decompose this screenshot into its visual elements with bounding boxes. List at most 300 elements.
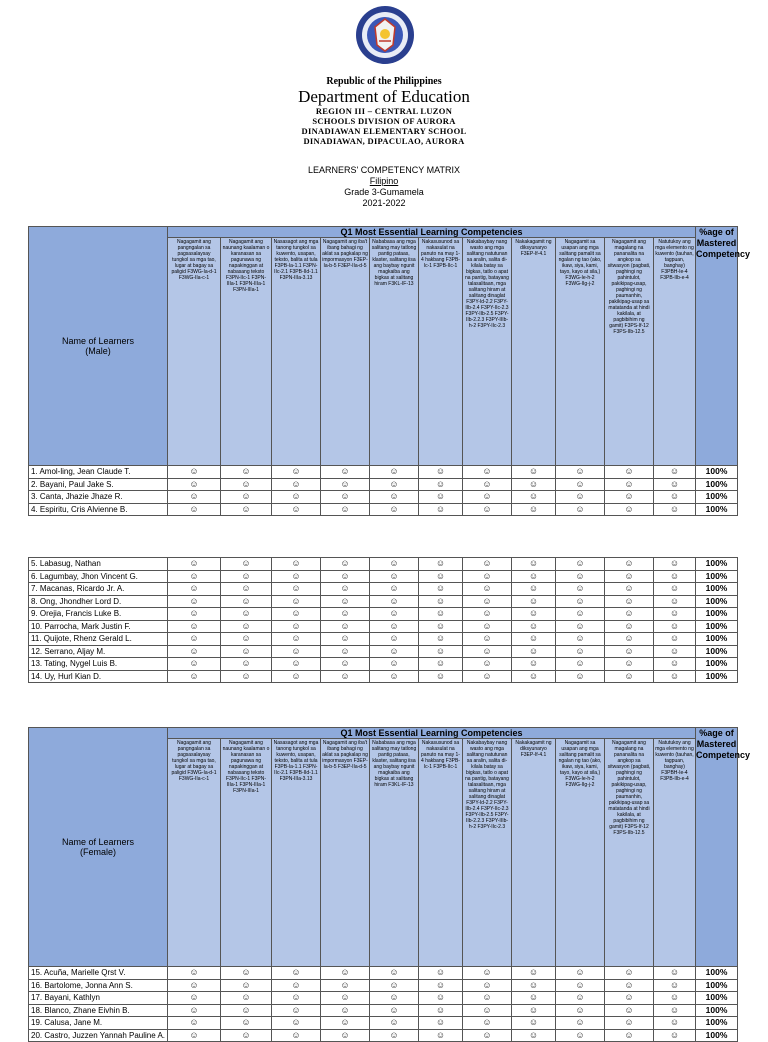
smiley-mark-icon: ☺ xyxy=(168,633,221,646)
competency-header-5: Nababasa ang mga salitang may tatlong pantig pataas, klaster, salitang iisa ang baybay ngunit magkaiba ang bigkas at salitang hiram F3KL-IF-13 xyxy=(370,739,419,967)
learner-row xyxy=(29,466,738,479)
subject-label: Filipino xyxy=(369,176,399,186)
mastered-percentage-header: %age of Mastered Competency xyxy=(696,227,738,466)
smiley-mark-icon: ☺ xyxy=(168,503,221,516)
smiley-mark-icon: ☺ xyxy=(463,670,512,683)
smiley-mark-icon: ☺ xyxy=(654,670,696,683)
smiley-mark-icon: ☺ xyxy=(272,570,321,583)
smiley-mark-icon: ☺ xyxy=(512,608,556,621)
mastery-percentage: 100% xyxy=(696,595,738,608)
smiley-mark-icon: ☺ xyxy=(512,979,556,992)
smiley-mark-icon: ☺ xyxy=(221,466,272,479)
smiley-mark-icon: ☺ xyxy=(419,503,463,516)
smiley-mark-icon: ☺ xyxy=(168,1004,221,1017)
smiley-mark-icon: ☺ xyxy=(168,1029,221,1042)
smiley-mark-icon: ☺ xyxy=(556,633,605,646)
smiley-mark-icon: ☺ xyxy=(419,1017,463,1030)
learner-row xyxy=(29,979,738,992)
republic-label: Republic of the Philippines xyxy=(326,76,442,87)
smiley-mark-icon: ☺ xyxy=(463,992,512,1005)
smiley-mark-icon: ☺ xyxy=(221,583,272,596)
smiley-mark-icon: ☺ xyxy=(654,979,696,992)
competency-header-10: Nagagamit ang magalang na pananalita na angkop sa sitwasyon (pagbati, paghingi ng pahintulot, pakikipag-usap, paghingi ng paumanhin, pakikipag-usap sa matatanda at hindi kakilala, at pagbibihim ng gamit) F3PS-If-12 F3PS-IIb-12.5 xyxy=(605,238,654,466)
mastery-percentage: 100% xyxy=(696,1029,738,1042)
competencies-band-header: Q1 Most Essential Learning Competencies xyxy=(168,728,696,739)
competency-header-8: Nakakagamit ng diksyunaryo F3EP-If-4.1 xyxy=(512,238,556,466)
smiley-mark-icon: ☺ xyxy=(512,466,556,479)
smiley-mark-icon: ☺ xyxy=(221,645,272,658)
smiley-mark-icon: ☺ xyxy=(321,503,370,516)
smiley-mark-icon: ☺ xyxy=(168,1017,221,1030)
smiley-mark-icon: ☺ xyxy=(272,979,321,992)
learner-name: 8. Ong, Jhondher Lord D. xyxy=(29,595,168,608)
smiley-mark-icon: ☺ xyxy=(419,620,463,633)
learner-name: 4. Espiritu, Cris Alvienne B. xyxy=(29,503,168,516)
learner-name: 11. Quijote, Rhenz Gerald L. xyxy=(29,633,168,646)
competency-header-3: Nasasagot ang mga tanong tungkol sa kuwento, usapan, teksto, balita at tula F3PB-Ia-1.1 F3PN-IIc-2.1 F3PB-IId-1.1 F3PN-IIIa-3.13 xyxy=(272,739,321,967)
smiley-mark-icon: ☺ xyxy=(654,466,696,479)
smiley-mark-icon: ☺ xyxy=(463,1029,512,1042)
competency-header-7: Nakabaybay nang wasto ang mga salitang natutunan sa aralin, salita di-kilala batay sa bigkas, tatlo o apat na pantig, batayang talasalitaan, mga salitang hiram at salitang dinaglat F3PY-Id-2.2 F3PY-IIb-2.4 F3PY-IIc-2.3 F3PY-IIb-2.5 F3PY-IIb-2.2.3 F3PY-IIIb-h-2 F3PY-IIc-2.3 xyxy=(463,739,512,967)
smiley-mark-icon: ☺ xyxy=(556,466,605,479)
school-label: DINADIAWAN ELEMENTARY SCHOOL xyxy=(301,126,467,136)
smiley-mark-icon: ☺ xyxy=(463,645,512,658)
smiley-mark-icon: ☺ xyxy=(168,491,221,504)
smiley-mark-icon: ☺ xyxy=(272,992,321,1005)
learner-name: 12. Serrano, Aljay M. xyxy=(29,645,168,658)
learner-name: 14. Uy, Hurl Kian D. xyxy=(29,670,168,683)
mastery-percentage: 100% xyxy=(696,583,738,596)
smiley-mark-icon: ☺ xyxy=(556,608,605,621)
smiley-mark-icon: ☺ xyxy=(221,992,272,1005)
smiley-mark-icon: ☺ xyxy=(272,633,321,646)
smiley-mark-icon: ☺ xyxy=(654,1004,696,1017)
competency-header-11: Natutukoy ang mga elemento ng kuwento (tauhan, tagpuan, banghay) F3PBH-Ie-4 F3PB-IIb-e-4 xyxy=(654,238,696,466)
competency-header-4: Nagagamit ang iba't ibang bahagi ng aklat sa pagkalap ng impormasyon F3EP-Ia-b-5 F3EP-IIa-d-5 xyxy=(321,739,370,967)
department-title: Department of Education xyxy=(298,87,470,106)
smiley-mark-icon: ☺ xyxy=(370,491,419,504)
smiley-mark-icon: ☺ xyxy=(463,595,512,608)
smiley-mark-icon: ☺ xyxy=(463,570,512,583)
smiley-mark-icon: ☺ xyxy=(605,967,654,980)
year-label: 2021-2022 xyxy=(362,198,406,208)
smiley-mark-icon: ☺ xyxy=(419,979,463,992)
smiley-mark-icon: ☺ xyxy=(321,583,370,596)
learner-row xyxy=(29,558,738,571)
smiley-mark-icon: ☺ xyxy=(168,595,221,608)
learner-name: 19. Calusa, Jane M. xyxy=(29,1017,168,1030)
smiley-mark-icon: ☺ xyxy=(654,503,696,516)
smiley-mark-icon: ☺ xyxy=(463,478,512,491)
smiley-mark-icon: ☺ xyxy=(463,491,512,504)
smiley-mark-icon: ☺ xyxy=(463,466,512,479)
smiley-mark-icon: ☺ xyxy=(221,608,272,621)
female-matrix-table xyxy=(28,727,751,1042)
learner-row xyxy=(29,608,738,621)
smiley-mark-icon: ☺ xyxy=(272,503,321,516)
mastery-percentage: 100% xyxy=(696,967,738,980)
mastery-percentage: 100% xyxy=(696,558,738,571)
smiley-mark-icon: ☺ xyxy=(419,558,463,571)
smiley-mark-icon: ☺ xyxy=(463,620,512,633)
smiley-mark-icon: ☺ xyxy=(168,558,221,571)
smiley-mark-icon: ☺ xyxy=(556,645,605,658)
smiley-mark-icon: ☺ xyxy=(605,466,654,479)
learner-row xyxy=(29,1017,738,1030)
smiley-mark-icon: ☺ xyxy=(419,570,463,583)
competency-header-9: Nagagamit sa usapan ang mga salitang pamalit sa ngalan ng tao (ako, ikaw, siya, kami, tayo, kayo at sila,) F3WG-Ie-h-2 F3WG-IIg-j-2 xyxy=(556,739,605,967)
smiley-mark-icon: ☺ xyxy=(654,658,696,671)
smiley-mark-icon: ☺ xyxy=(321,1017,370,1030)
smiley-mark-icon: ☺ xyxy=(272,466,321,479)
smiley-mark-icon: ☺ xyxy=(512,1029,556,1042)
smiley-mark-icon: ☺ xyxy=(321,478,370,491)
mastery-percentage: 100% xyxy=(696,633,738,646)
smiley-mark-icon: ☺ xyxy=(654,967,696,980)
smiley-mark-icon: ☺ xyxy=(370,1029,419,1042)
smiley-mark-icon: ☺ xyxy=(605,608,654,621)
smiley-mark-icon: ☺ xyxy=(605,583,654,596)
mastery-percentage: 100% xyxy=(696,1017,738,1030)
mastery-percentage: 100% xyxy=(696,608,738,621)
competency-header-3: Nasasagot ang mga tanong tungkol sa kuwento, usapan, teksto, balita at tula F3PB-Ia-1.1 F3PN-IIc-2.1 F3PB-IId-1.1 F3PN-IIIa-3.13 xyxy=(272,238,321,466)
smiley-mark-icon: ☺ xyxy=(221,967,272,980)
learner-row xyxy=(29,992,738,1005)
competency-header-2: Nagagamit ang naunang kaalaman o karanasan sa pagunawa ng napakinggan at nabasang teksto F3PN-IIc-1 F3PN-IIIa-1 F3PN-IIIa-1 F3PN-IIIa-1 xyxy=(221,238,272,466)
mastery-percentage: 100% xyxy=(696,1004,738,1017)
smiley-mark-icon: ☺ xyxy=(272,670,321,683)
learner-name: 15. Acuña, Marielle Qrst V. xyxy=(29,967,168,980)
smiley-mark-icon: ☺ xyxy=(370,620,419,633)
smiley-mark-icon: ☺ xyxy=(556,503,605,516)
smiley-mark-icon: ☺ xyxy=(419,658,463,671)
smiley-mark-icon: ☺ xyxy=(512,1017,556,1030)
smiley-mark-icon: ☺ xyxy=(272,558,321,571)
smiley-mark-icon: ☺ xyxy=(556,658,605,671)
smiley-mark-icon: ☺ xyxy=(463,1017,512,1030)
smiley-mark-icon: ☺ xyxy=(605,491,654,504)
competency-header-10: Nagagamit ang magalang na pananalita na angkop sa sitwasyon (pagbati, paghingi ng pahintulot, pakikipag-usap, paghingi ng paumanhin, pakikipag-usap sa matatanda at hindi kakilala, at pagbibihim ng gamit) F3PS-If-12 F3PS-IIb-12.5 xyxy=(605,739,654,967)
learner-name: 20. Castro, Juzzen Yannah Pauline A. xyxy=(29,1029,168,1042)
mastery-percentage: 100% xyxy=(696,466,738,479)
smiley-mark-icon: ☺ xyxy=(512,633,556,646)
mastered-percentage-header: %age of Mastered Competency xyxy=(696,728,738,967)
smiley-mark-icon: ☺ xyxy=(605,595,654,608)
learner-row xyxy=(29,583,738,596)
smiley-mark-icon: ☺ xyxy=(321,595,370,608)
smiley-mark-icon: ☺ xyxy=(321,658,370,671)
smiley-mark-icon: ☺ xyxy=(605,558,654,571)
learner-row xyxy=(29,570,738,583)
learner-name: 16. Bartolome, Jonna Ann S. xyxy=(29,979,168,992)
smiley-mark-icon: ☺ xyxy=(512,620,556,633)
smiley-mark-icon: ☺ xyxy=(168,478,221,491)
smiley-mark-icon: ☺ xyxy=(272,1017,321,1030)
male-matrix-table-continued xyxy=(28,557,738,683)
smiley-mark-icon: ☺ xyxy=(419,1004,463,1017)
smiley-mark-icon: ☺ xyxy=(605,1004,654,1017)
smiley-mark-icon: ☺ xyxy=(556,558,605,571)
smiley-mark-icon: ☺ xyxy=(168,658,221,671)
smiley-mark-icon: ☺ xyxy=(272,595,321,608)
competency-header-8: Nakakagamit ng diksyunaryo F3EP-If-4.1 xyxy=(512,739,556,967)
name-of-learners-header: Name of Learners (Female) xyxy=(29,728,168,967)
division-label: SCHOOLS DIVISION OF AURORA xyxy=(312,116,456,126)
smiley-mark-icon: ☺ xyxy=(605,658,654,671)
smiley-mark-icon: ☺ xyxy=(512,595,556,608)
smiley-mark-icon: ☺ xyxy=(272,478,321,491)
smiley-mark-icon: ☺ xyxy=(321,491,370,504)
region-label: REGION III – CENTRAL LUZON xyxy=(315,106,453,116)
smiley-mark-icon: ☺ xyxy=(321,1004,370,1017)
learner-row xyxy=(29,491,738,504)
smiley-mark-icon: ☺ xyxy=(605,670,654,683)
mastery-percentage: 100% xyxy=(696,570,738,583)
smiley-mark-icon: ☺ xyxy=(370,992,419,1005)
smiley-mark-icon: ☺ xyxy=(654,633,696,646)
mastery-percentage: 100% xyxy=(696,645,738,658)
smiley-mark-icon: ☺ xyxy=(321,992,370,1005)
smiley-mark-icon: ☺ xyxy=(370,608,419,621)
smiley-mark-icon: ☺ xyxy=(654,570,696,583)
smiley-mark-icon: ☺ xyxy=(556,1017,605,1030)
smiley-mark-icon: ☺ xyxy=(370,633,419,646)
smiley-mark-icon: ☺ xyxy=(321,608,370,621)
smiley-mark-icon: ☺ xyxy=(512,583,556,596)
smiley-mark-icon: ☺ xyxy=(463,1004,512,1017)
smiley-mark-icon: ☺ xyxy=(512,491,556,504)
mastery-percentage: 100% xyxy=(696,491,738,504)
male-matrix-table xyxy=(28,226,751,516)
smiley-mark-icon: ☺ xyxy=(370,979,419,992)
smiley-mark-icon: ☺ xyxy=(654,558,696,571)
smiley-mark-icon: ☺ xyxy=(512,558,556,571)
smiley-mark-icon: ☺ xyxy=(168,979,221,992)
smiley-mark-icon: ☺ xyxy=(463,658,512,671)
smiley-mark-icon: ☺ xyxy=(654,595,696,608)
smiley-mark-icon: ☺ xyxy=(605,478,654,491)
smiley-mark-icon: ☺ xyxy=(556,491,605,504)
smiley-mark-icon: ☺ xyxy=(654,620,696,633)
smiley-mark-icon: ☺ xyxy=(168,670,221,683)
smiley-mark-icon: ☺ xyxy=(605,620,654,633)
smiley-mark-icon: ☺ xyxy=(221,979,272,992)
learner-name: 18. Blanco, Zhane Eivhin B. xyxy=(29,1004,168,1017)
smiley-mark-icon: ☺ xyxy=(605,1029,654,1042)
smiley-mark-icon: ☺ xyxy=(272,620,321,633)
smiley-mark-icon: ☺ xyxy=(272,1004,321,1017)
smiley-mark-icon: ☺ xyxy=(605,570,654,583)
mastery-percentage: 100% xyxy=(696,503,738,516)
smiley-mark-icon: ☺ xyxy=(272,967,321,980)
smiley-mark-icon: ☺ xyxy=(370,670,419,683)
smiley-mark-icon: ☺ xyxy=(168,583,221,596)
smiley-mark-icon: ☺ xyxy=(321,967,370,980)
learner-row xyxy=(29,620,738,633)
smiley-mark-icon: ☺ xyxy=(605,645,654,658)
name-of-learners-header: Name of Learners (Male) xyxy=(29,227,168,466)
smiley-mark-icon: ☺ xyxy=(370,466,419,479)
learner-row xyxy=(29,1029,738,1042)
smiley-mark-icon: ☺ xyxy=(221,478,272,491)
competency-header-6: Nakasusunod sa nakasulat na panuto na may 1-4 hakbang F3PB-Ic-1 F3PB-IIc-1 xyxy=(419,739,463,967)
smiley-mark-icon: ☺ xyxy=(370,503,419,516)
smiley-mark-icon: ☺ xyxy=(419,992,463,1005)
mastery-percentage: 100% xyxy=(696,620,738,633)
smiley-mark-icon: ☺ xyxy=(556,1004,605,1017)
smiley-mark-icon: ☺ xyxy=(556,595,605,608)
smiley-mark-icon: ☺ xyxy=(321,466,370,479)
smiley-mark-icon: ☺ xyxy=(321,633,370,646)
learner-name: 13. Tating, Nygel Luis B. xyxy=(29,658,168,671)
smiley-mark-icon: ☺ xyxy=(463,633,512,646)
smiley-mark-icon: ☺ xyxy=(419,583,463,596)
smiley-mark-icon: ☺ xyxy=(370,583,419,596)
mastery-percentage: 100% xyxy=(696,478,738,491)
smiley-mark-icon: ☺ xyxy=(556,620,605,633)
matrix-title: LEARNERS' COMPETENCY MATRIX xyxy=(308,165,460,175)
smiley-mark-icon: ☺ xyxy=(221,1004,272,1017)
smiley-mark-icon: ☺ xyxy=(419,466,463,479)
learner-name: 17. Bayani, Kathlyn xyxy=(29,992,168,1005)
smiley-mark-icon: ☺ xyxy=(272,1029,321,1042)
learner-row xyxy=(29,670,738,683)
smiley-mark-icon: ☺ xyxy=(654,1029,696,1042)
smiley-mark-icon: ☺ xyxy=(168,645,221,658)
learner-name: 7. Macanas, Ricardo Jr. A. xyxy=(29,583,168,596)
smiley-mark-icon: ☺ xyxy=(556,670,605,683)
learner-name: 6. Lagumbay, Jhon Vincent G. xyxy=(29,570,168,583)
competencies-band-header: Q1 Most Essential Learning Competencies xyxy=(168,227,696,238)
smiley-mark-icon: ☺ xyxy=(370,570,419,583)
smiley-mark-icon: ☺ xyxy=(370,595,419,608)
smiley-mark-icon: ☺ xyxy=(419,645,463,658)
smiley-mark-icon: ☺ xyxy=(512,503,556,516)
smiley-mark-icon: ☺ xyxy=(272,583,321,596)
smiley-mark-icon: ☺ xyxy=(463,608,512,621)
smiley-mark-icon: ☺ xyxy=(272,608,321,621)
mastery-percentage: 100% xyxy=(696,992,738,1005)
smiley-mark-icon: ☺ xyxy=(370,558,419,571)
mastery-percentage: 100% xyxy=(696,670,738,683)
smiley-mark-icon: ☺ xyxy=(221,620,272,633)
smiley-mark-icon: ☺ xyxy=(463,503,512,516)
smiley-mark-icon: ☺ xyxy=(419,1029,463,1042)
competency-header-11: Natutukoy ang mga elemento ng kuwento (tauhan, tagpuan, banghay) F3PBH-Ie-4 F3PB-IIb-e-4 xyxy=(654,739,696,967)
smiley-mark-icon: ☺ xyxy=(419,967,463,980)
smiley-mark-icon: ☺ xyxy=(605,992,654,1005)
smiley-mark-icon: ☺ xyxy=(512,645,556,658)
smiley-mark-icon: ☺ xyxy=(654,478,696,491)
smiley-mark-icon: ☺ xyxy=(556,992,605,1005)
address-label: DINADIAWAN, DIPACULAO, AURORA xyxy=(303,136,465,146)
learner-row xyxy=(29,658,738,671)
smiley-mark-icon: ☺ xyxy=(654,992,696,1005)
learner-row xyxy=(29,967,738,980)
smiley-mark-icon: ☺ xyxy=(168,620,221,633)
smiley-mark-icon: ☺ xyxy=(419,478,463,491)
smiley-mark-icon: ☺ xyxy=(512,658,556,671)
smiley-mark-icon: ☺ xyxy=(654,1017,696,1030)
competency-header-6: Nakasusunod sa nakasulat na panuto na may 1-4 hakbang F3PB-Ic-1 F3PB-IIc-1 xyxy=(419,238,463,466)
smiley-mark-icon: ☺ xyxy=(321,570,370,583)
learner-name: 3. Canta, Jhazie Jhaze R. xyxy=(29,491,168,504)
learner-row xyxy=(29,595,738,608)
smiley-mark-icon: ☺ xyxy=(221,570,272,583)
learner-row xyxy=(29,1004,738,1017)
competency-header-4: Nagagamit ang iba't ibang bahagi ng aklat sa pagkalap ng impormasyon F3EP-Ia-b-5 F3EP-IIa-d-5 xyxy=(321,238,370,466)
smiley-mark-icon: ☺ xyxy=(556,570,605,583)
smiley-mark-icon: ☺ xyxy=(654,583,696,596)
learner-name: 2. Bayani, Paul Jake S. xyxy=(29,478,168,491)
smiley-mark-icon: ☺ xyxy=(419,491,463,504)
smiley-mark-icon: ☺ xyxy=(321,670,370,683)
smiley-mark-icon: ☺ xyxy=(512,992,556,1005)
smiley-mark-icon: ☺ xyxy=(605,633,654,646)
smiley-mark-icon: ☺ xyxy=(272,491,321,504)
smiley-mark-icon: ☺ xyxy=(556,1029,605,1042)
learner-name: 10. Parrocha, Mark Justin F. xyxy=(29,620,168,633)
smiley-mark-icon: ☺ xyxy=(221,558,272,571)
smiley-mark-icon: ☺ xyxy=(463,979,512,992)
competency-header-1: Nagagamit ang pangngalan sa pagsasalaysay tungkol sa mga tao, lugar at bagay sa paligid F3WG-Ia-d-1 F3WG-IIa-c-1 xyxy=(168,238,221,466)
smiley-mark-icon: ☺ xyxy=(370,967,419,980)
smiley-mark-icon: ☺ xyxy=(168,466,221,479)
grade-label: Grade 3-Gumamela xyxy=(344,187,424,197)
smiley-mark-icon: ☺ xyxy=(168,992,221,1005)
smiley-mark-icon: ☺ xyxy=(419,595,463,608)
competency-header-5: Nababasa ang mga salitang may tatlong pantig pataas, klaster, salitang iisa ang baybay ngunit magkaiba ang bigkas at salitang hiram F3KL-IF-13 xyxy=(370,238,419,466)
smiley-mark-icon: ☺ xyxy=(221,670,272,683)
smiley-mark-icon: ☺ xyxy=(321,1029,370,1042)
learner-row xyxy=(29,478,738,491)
smiley-mark-icon: ☺ xyxy=(168,570,221,583)
learner-name: 1. Amol-ling, Jean Claude T. xyxy=(29,466,168,479)
smiley-mark-icon: ☺ xyxy=(370,478,419,491)
smiley-mark-icon: ☺ xyxy=(512,570,556,583)
smiley-mark-icon: ☺ xyxy=(512,1004,556,1017)
smiley-mark-icon: ☺ xyxy=(463,583,512,596)
smiley-mark-icon: ☺ xyxy=(512,967,556,980)
smiley-mark-icon: ☺ xyxy=(221,658,272,671)
smiley-mark-icon: ☺ xyxy=(168,608,221,621)
smiley-mark-icon: ☺ xyxy=(221,1029,272,1042)
smiley-mark-icon: ☺ xyxy=(272,645,321,658)
smiley-mark-icon: ☺ xyxy=(370,658,419,671)
smiley-mark-icon: ☺ xyxy=(321,979,370,992)
smiley-mark-icon: ☺ xyxy=(605,1017,654,1030)
smiley-mark-icon: ☺ xyxy=(605,979,654,992)
smiley-mark-icon: ☺ xyxy=(419,608,463,621)
smiley-mark-icon: ☺ xyxy=(370,1004,419,1017)
smiley-mark-icon: ☺ xyxy=(556,967,605,980)
competency-header-1: Nagagamit ang pangngalan sa pagsasalaysay tungkol sa mga tao, lugar at bagay sa paligid F3WG-Ia-d-1 F3WG-IIa-c-1 xyxy=(168,739,221,967)
smiley-mark-icon: ☺ xyxy=(419,633,463,646)
smiley-mark-icon: ☺ xyxy=(605,503,654,516)
mastery-percentage: 100% xyxy=(696,979,738,992)
smiley-mark-icon: ☺ xyxy=(272,658,321,671)
competency-header-7: Nakabaybay nang wasto ang mga salitang natutunan sa aralin, salita di-kilala batay sa bigkas, tatlo o apat na pantig, batayang talasalitaan, mga salitang hiram at salitang dinaglat F3PY-Id-2.2 F3PY-IIb-2.4 F3PY-IIc-2.3 F3PY-IIb-2.5 F3PY-IIb-2.2.3 F3PY-IIIb-h-2 F3PY-IIc-2.3 xyxy=(463,238,512,466)
deped-seal-icon xyxy=(355,5,415,65)
smiley-mark-icon: ☺ xyxy=(463,558,512,571)
smiley-mark-icon: ☺ xyxy=(512,670,556,683)
smiley-mark-icon: ☺ xyxy=(654,645,696,658)
smiley-mark-icon: ☺ xyxy=(321,620,370,633)
smiley-mark-icon: ☺ xyxy=(221,491,272,504)
smiley-mark-icon: ☺ xyxy=(221,1017,272,1030)
smiley-mark-icon: ☺ xyxy=(512,478,556,491)
learner-row xyxy=(29,633,738,646)
